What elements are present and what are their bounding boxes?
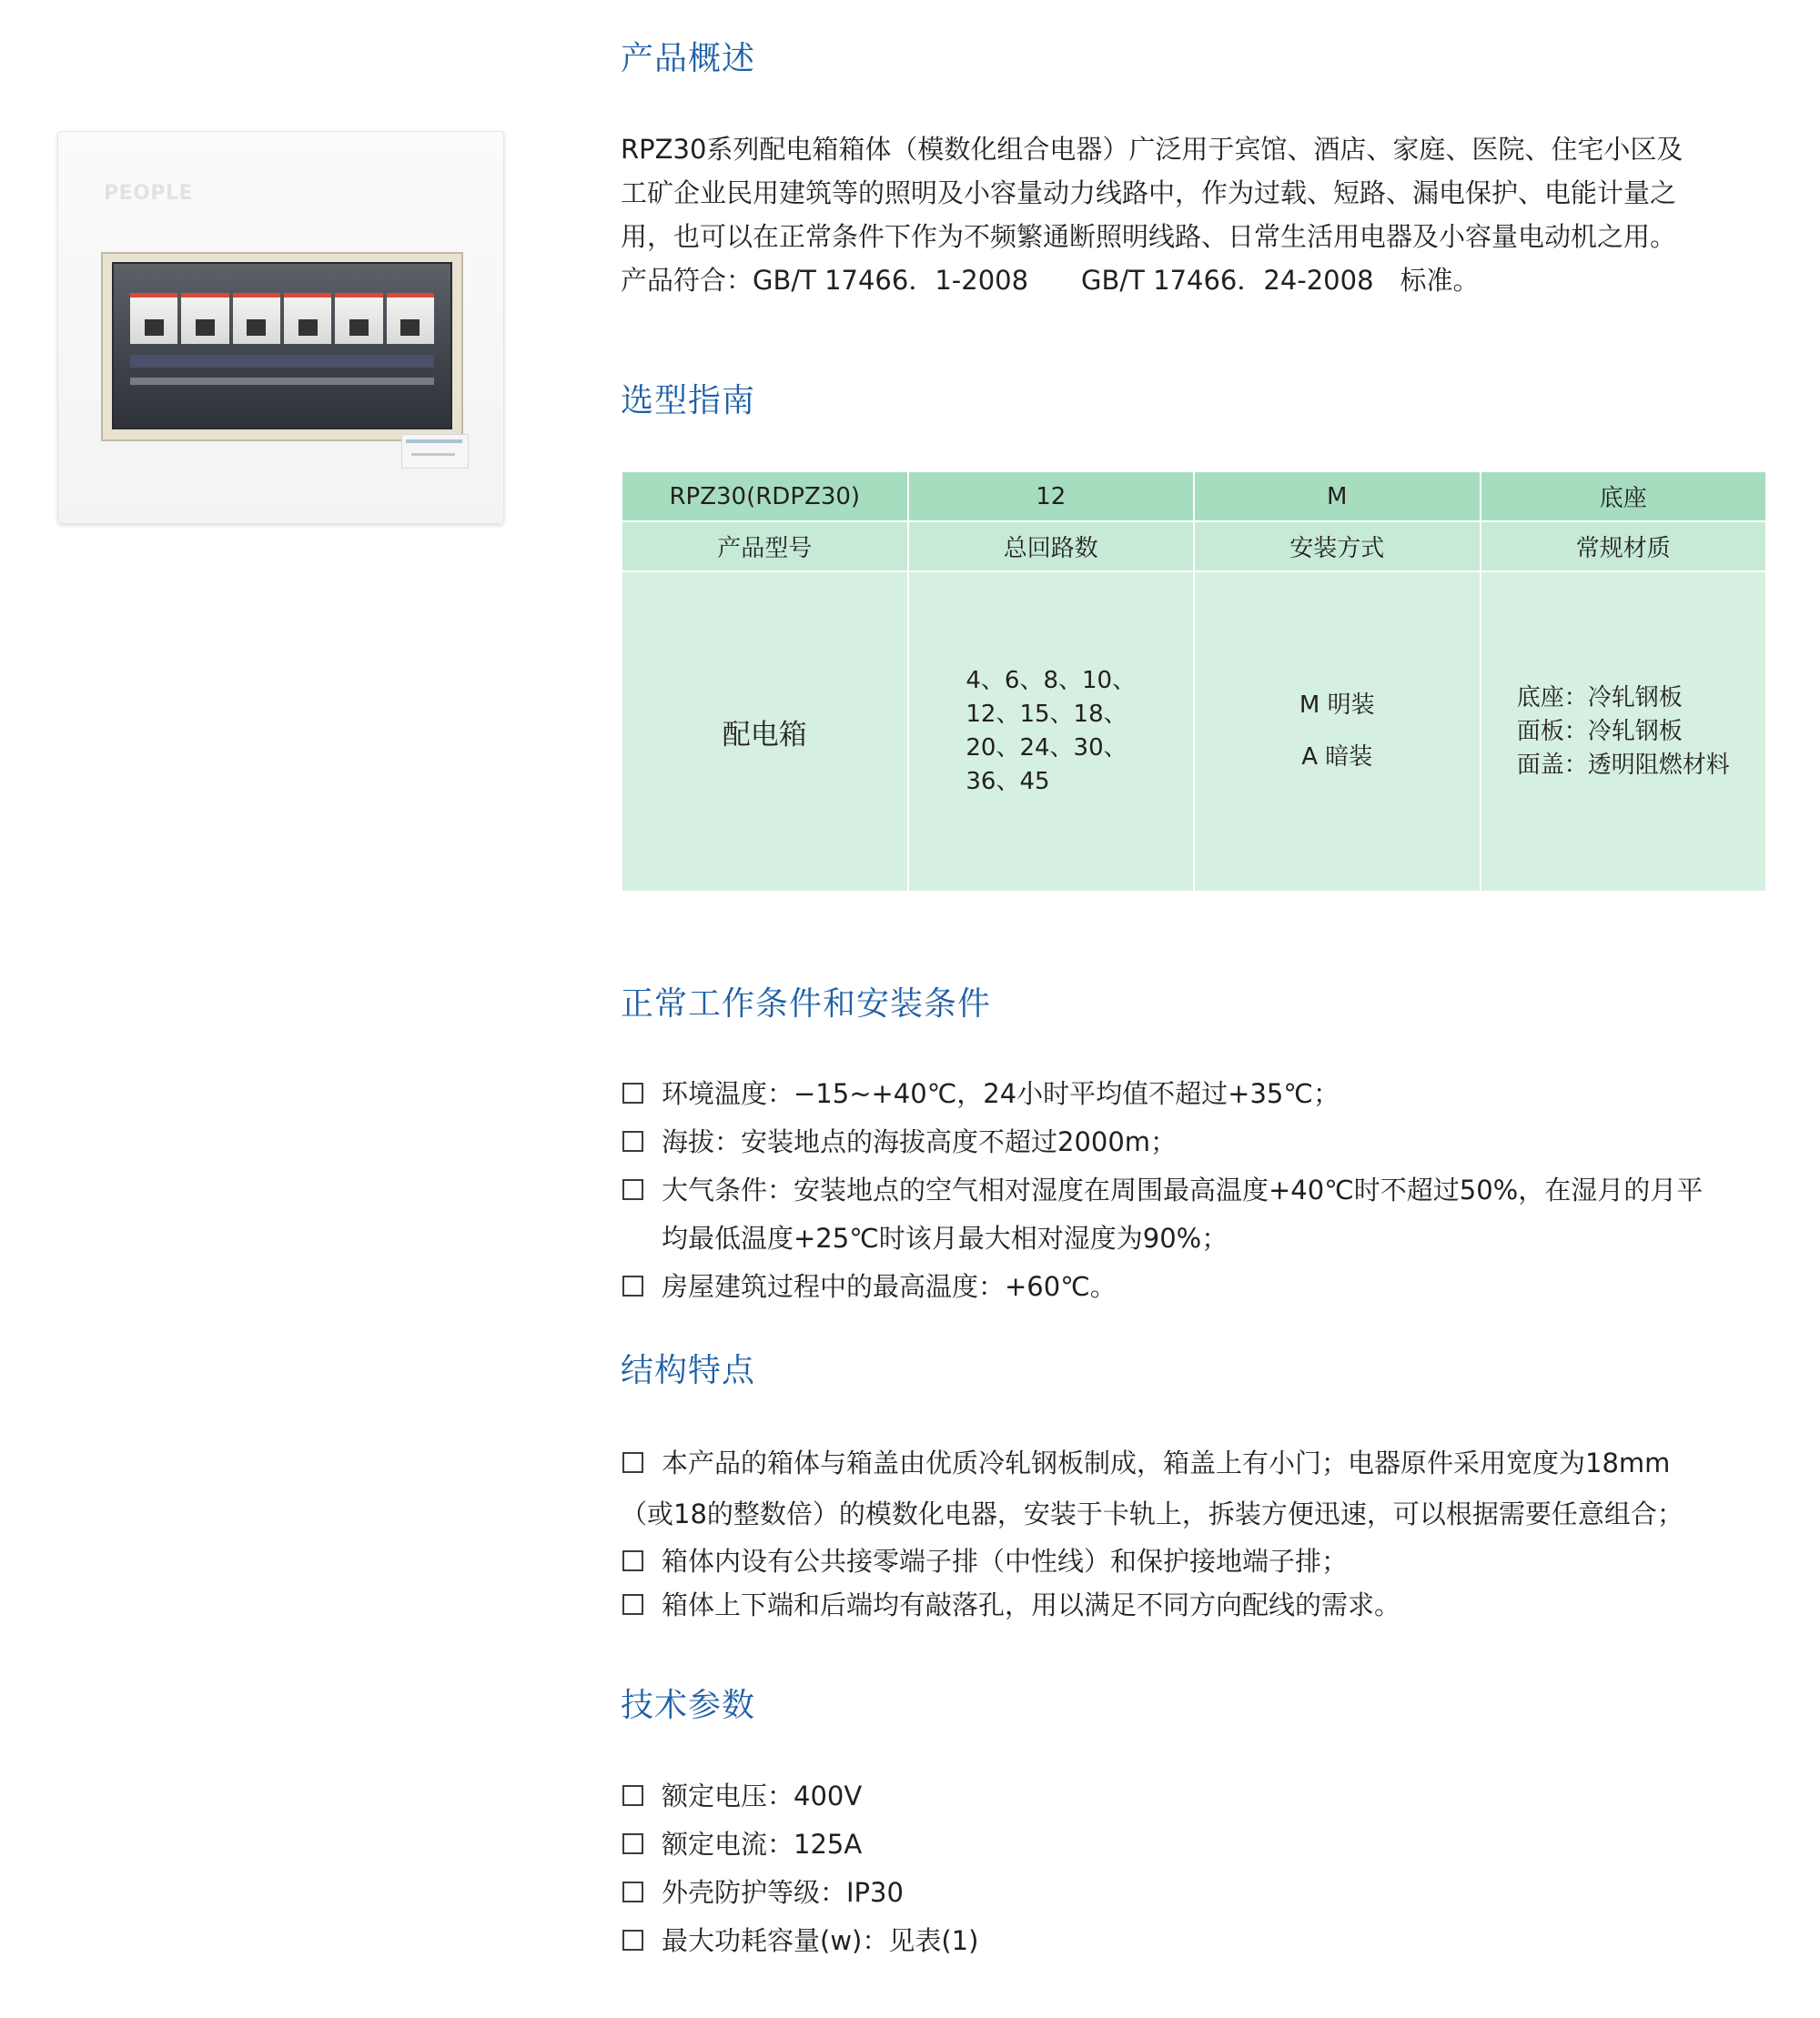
breaker-module bbox=[233, 293, 280, 344]
breaker-module bbox=[284, 293, 331, 344]
table-subheader-cell: 常规材质 bbox=[1481, 521, 1767, 571]
table-header-cell: 12 bbox=[908, 471, 1195, 521]
list-item: 箱体上下端和后端均有敲落孔，用以满足不同方向配线的需求。 bbox=[621, 1583, 1684, 1627]
overview-line: 用，也可以在正常条件下作为不频繁通断照明线路、日常生活用电器及小容量电动机之用。 bbox=[621, 221, 1677, 252]
overview-title: 产品概述 bbox=[621, 40, 756, 77]
list-item: 额定电压：400V bbox=[621, 1772, 978, 1821]
breaker-row bbox=[130, 293, 434, 344]
breaker-module bbox=[335, 293, 382, 344]
list-item: 大气条件：安装地点的空气相对湿度在周围最高温度+40℃时不超过50%，在湿月的月平 均最低温度+25℃时该月最大相对湿度为90%； bbox=[621, 1166, 1703, 1263]
selection-title: 选型指南 bbox=[621, 382, 756, 419]
overview-line: RPZ30系列配电箱箱体（模数化组合电器）广泛用于宾馆、酒店、家庭、医院、住宅小区及 bbox=[621, 134, 1684, 165]
checkbox-square-icon bbox=[622, 1785, 643, 1806]
table-subheader-cell: 总回路数 bbox=[908, 521, 1195, 571]
checkbox-square-icon bbox=[622, 1833, 643, 1854]
circuits-line: 4、6、8、10、 bbox=[966, 667, 1137, 694]
label-strip bbox=[130, 355, 434, 368]
table-header-cell: 底座 bbox=[1481, 471, 1767, 521]
list-item: 箱体内设有公共接零端子排（中性线）和保护接地端子排； bbox=[621, 1539, 1684, 1583]
din-rail bbox=[130, 378, 434, 385]
table-subheader-cell: 产品型号 bbox=[622, 521, 908, 571]
checkbox-square-icon bbox=[622, 1083, 643, 1104]
table-subheader-row bbox=[622, 521, 1766, 571]
install-cell bbox=[1194, 571, 1481, 892]
circuits-list bbox=[966, 664, 1136, 799]
breaker-module bbox=[130, 293, 177, 344]
table-subheader-cell: 安装方式 bbox=[1194, 521, 1481, 571]
table-header-row bbox=[622, 471, 1766, 521]
viewing-window bbox=[101, 252, 463, 441]
transparent-cover bbox=[112, 262, 452, 429]
material-line: 面盖：透明阻燃材料 bbox=[1516, 751, 1730, 779]
overview-line: 工矿企业民用建筑等的照明及小容量动力线路中，作为过载、短路、漏电保护、电能计量之 bbox=[621, 177, 1677, 208]
circuits-cell bbox=[908, 571, 1195, 892]
material-line: 面板：冷轧钢板 bbox=[1516, 717, 1683, 745]
checkbox-square-icon bbox=[622, 1131, 643, 1152]
table-header-cell: RPZ30(RDPZ30) bbox=[622, 471, 908, 521]
circuits-line: 12、15、18、 bbox=[966, 701, 1127, 728]
checkbox-square-icon bbox=[622, 1882, 643, 1902]
list-item: 房屋建筑过程中的最高温度：+60℃。 bbox=[621, 1263, 1703, 1311]
checkbox-square-icon bbox=[622, 1452, 643, 1473]
product-photo bbox=[57, 131, 504, 524]
selection-table bbox=[621, 470, 1767, 893]
list-item: 最大功耗容量(w)：见表(1) bbox=[621, 1917, 978, 1965]
conditions-title: 正常工作条件和安装条件 bbox=[621, 985, 992, 1023]
list-item: 本产品的箱体与箱盖由优质冷轧钢板制成，箱盖上有小门；电器原件采用宽度为18mm （或18的整数倍）的模数化电器，安装于卡轨上，拆装方便迅速，可以根据需要任意组合； bbox=[621, 1448, 1684, 1529]
checkbox-square-icon bbox=[622, 1179, 643, 1200]
structure-title: 结构特点 bbox=[621, 1352, 756, 1389]
overview-paragraph bbox=[621, 127, 1785, 302]
brand-logo-text: PEOPLE bbox=[104, 182, 194, 205]
breaker-module bbox=[387, 293, 434, 344]
circuits-line: 36、45 bbox=[966, 768, 1050, 795]
checkbox-square-icon bbox=[622, 1276, 643, 1297]
breaker-module bbox=[181, 293, 228, 344]
structure-list bbox=[621, 1438, 1684, 1627]
install-list bbox=[1299, 680, 1375, 783]
install-option: M 明装 bbox=[1299, 691, 1375, 719]
technical-list bbox=[621, 1772, 978, 1965]
conditions-list bbox=[621, 1070, 1703, 1311]
list-item: 海拔：安装地点的海拔高度不超过2000m； bbox=[621, 1118, 1703, 1166]
materials-list bbox=[1517, 681, 1730, 782]
table-header-cell: M bbox=[1194, 471, 1481, 521]
materials-cell bbox=[1481, 571, 1767, 892]
checkbox-square-icon bbox=[622, 1594, 643, 1615]
product-name-cell: 配电箱 bbox=[622, 571, 908, 892]
technical-title: 技术参数 bbox=[621, 1687, 756, 1724]
product-sticker bbox=[401, 434, 469, 469]
table-body-row bbox=[622, 571, 1766, 892]
list-item: 外壳防护等级：IP30 bbox=[621, 1869, 978, 1917]
material-line: 底座：冷轧钢板 bbox=[1516, 683, 1683, 711]
circuits-line: 20、24、30、 bbox=[966, 734, 1127, 762]
list-item: 环境温度：−15~+40℃，24小时平均值不超过+35℃； bbox=[621, 1070, 1703, 1118]
overview-line: 产品符合：GB/T 17466．1-2008 GB/T 17466．24-2008 标准。 bbox=[621, 265, 1480, 296]
checkbox-square-icon bbox=[622, 1930, 643, 1951]
install-option: A 暗装 bbox=[1301, 743, 1373, 771]
checkbox-square-icon bbox=[622, 1550, 643, 1571]
list-item: 额定电流：125A bbox=[621, 1821, 978, 1869]
